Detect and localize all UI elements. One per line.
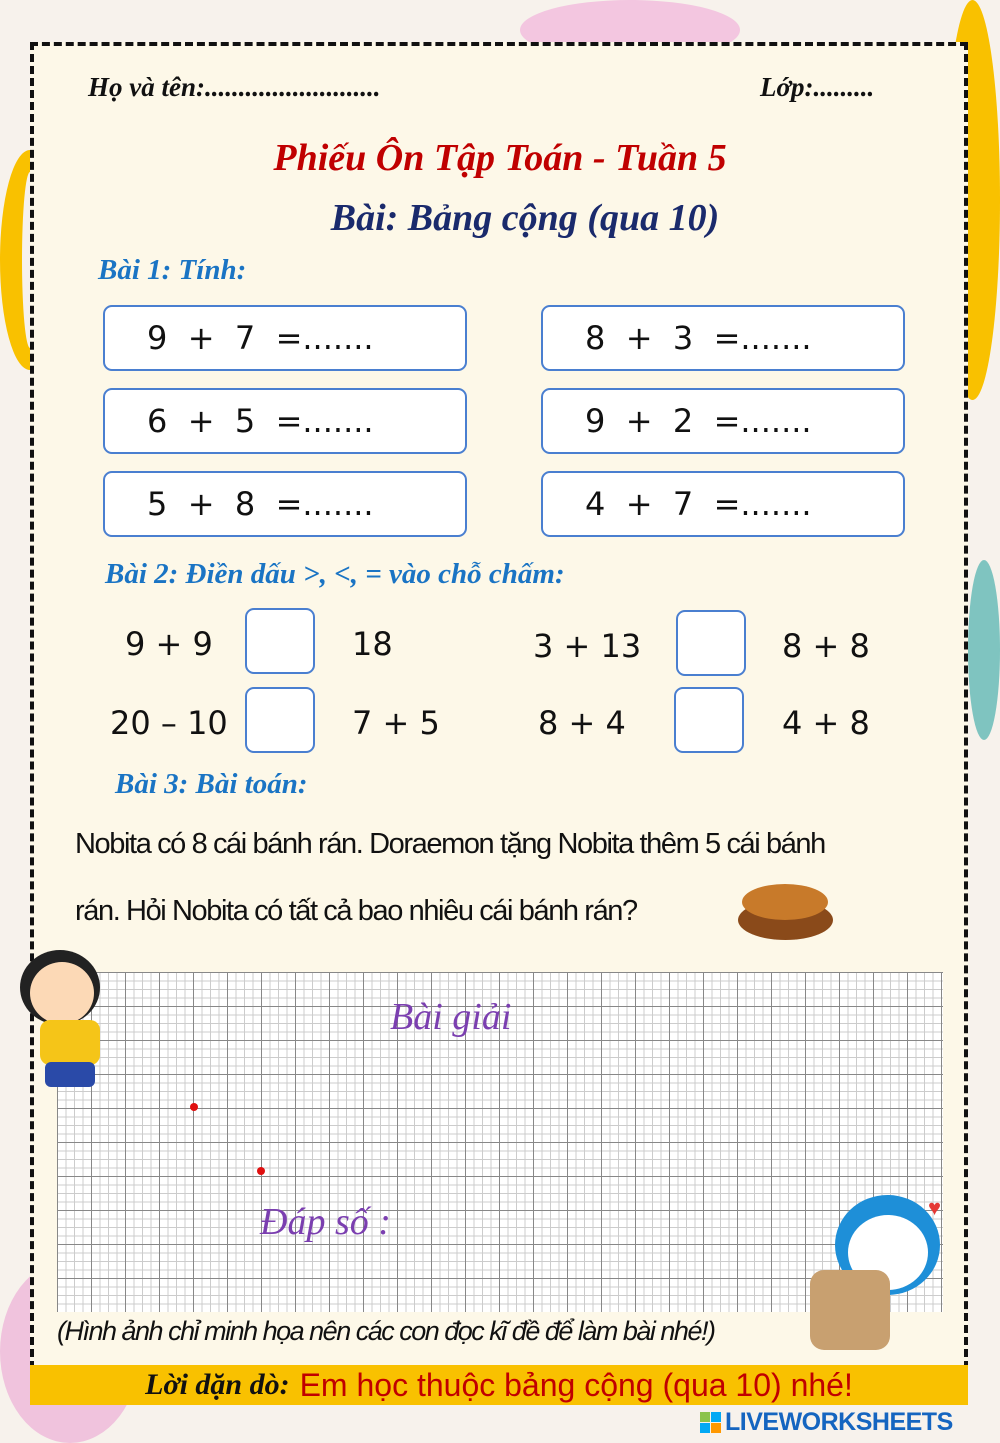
exercise-3-heading: Bài 3: Bài toán: bbox=[115, 768, 308, 800]
exercise-2-heading: Bài 2: Điền dấu >, <, = vào chỗ chấm: bbox=[105, 558, 565, 590]
compare-right: 7 + 5 bbox=[352, 704, 440, 742]
problem-text: rán. Hỏi Nobita có tất cả bao nhiêu cái bánh rán? bbox=[75, 895, 637, 927]
compare-right: 8 + 8 bbox=[782, 627, 870, 665]
heart-icon: ♥ bbox=[928, 1195, 942, 1220]
calc-item[interactable]: 4 + 7 =....... bbox=[541, 471, 905, 537]
calc-item[interactable]: 9 + 2 =....... bbox=[541, 388, 905, 454]
decor-teal bbox=[968, 560, 1000, 740]
calc-item[interactable]: 9 + 7 =....... bbox=[103, 305, 467, 371]
compare-left: 3 + 13 bbox=[533, 627, 642, 665]
problem-text: Nobita có 8 cái bánh rán. Doraemon tặng Nobita thêm 5 cái bánh bbox=[75, 828, 825, 860]
red-dot bbox=[257, 1167, 265, 1175]
reminder-message: Em học thuộc bảng cộng (qua 10) nhé! bbox=[299, 1366, 853, 1403]
page-title: Phiếu Ôn Tập Toán - Tuần 5 bbox=[273, 137, 727, 179]
class-field-label[interactable]: Lớp:......... bbox=[760, 72, 875, 102]
reminder-label: Lời dặn dò: bbox=[145, 1368, 290, 1401]
solution-label: Bài giải bbox=[390, 996, 512, 1038]
calc-item[interactable]: 8 + 3 =....... bbox=[541, 305, 905, 371]
liveworksheets-logo: LIVEWORKSHEETS bbox=[700, 1408, 995, 1437]
lesson-title: Bài: Bảng cộng (qua 10) bbox=[330, 197, 720, 239]
compare-answer-box[interactable] bbox=[245, 687, 315, 753]
compare-left: 9 + 9 bbox=[125, 625, 213, 663]
name-field-label[interactable]: Họ và tên:.......................... bbox=[88, 72, 381, 102]
dorayaki-icon bbox=[738, 878, 833, 943]
compare-answer-box[interactable] bbox=[674, 687, 744, 753]
compare-left: 20 – 10 bbox=[110, 704, 228, 742]
compare-right: 4 + 8 bbox=[782, 704, 870, 742]
logo-icon bbox=[700, 1412, 721, 1433]
calc-item[interactable]: 5 + 8 =....... bbox=[103, 471, 467, 537]
red-dot bbox=[190, 1103, 198, 1111]
exercise-1-heading: Bài 1: Tính: bbox=[98, 254, 247, 286]
calc-item[interactable]: 6 + 5 =....... bbox=[103, 388, 467, 454]
answer-label: Đáp số : bbox=[260, 1201, 391, 1243]
compare-right: 18 bbox=[352, 625, 393, 663]
reminder-banner bbox=[30, 1365, 968, 1405]
compare-answer-box[interactable] bbox=[676, 610, 746, 676]
illustration-note: (Hình ảnh chỉ minh họa nên các con đọc kĩ đề để làm bài nhé!) bbox=[57, 1316, 715, 1346]
compare-answer-box[interactable] bbox=[245, 608, 315, 674]
doraemon-illustration bbox=[810, 1195, 950, 1365]
nobita-illustration bbox=[5, 950, 155, 1140]
compare-left: 8 + 4 bbox=[538, 704, 626, 742]
